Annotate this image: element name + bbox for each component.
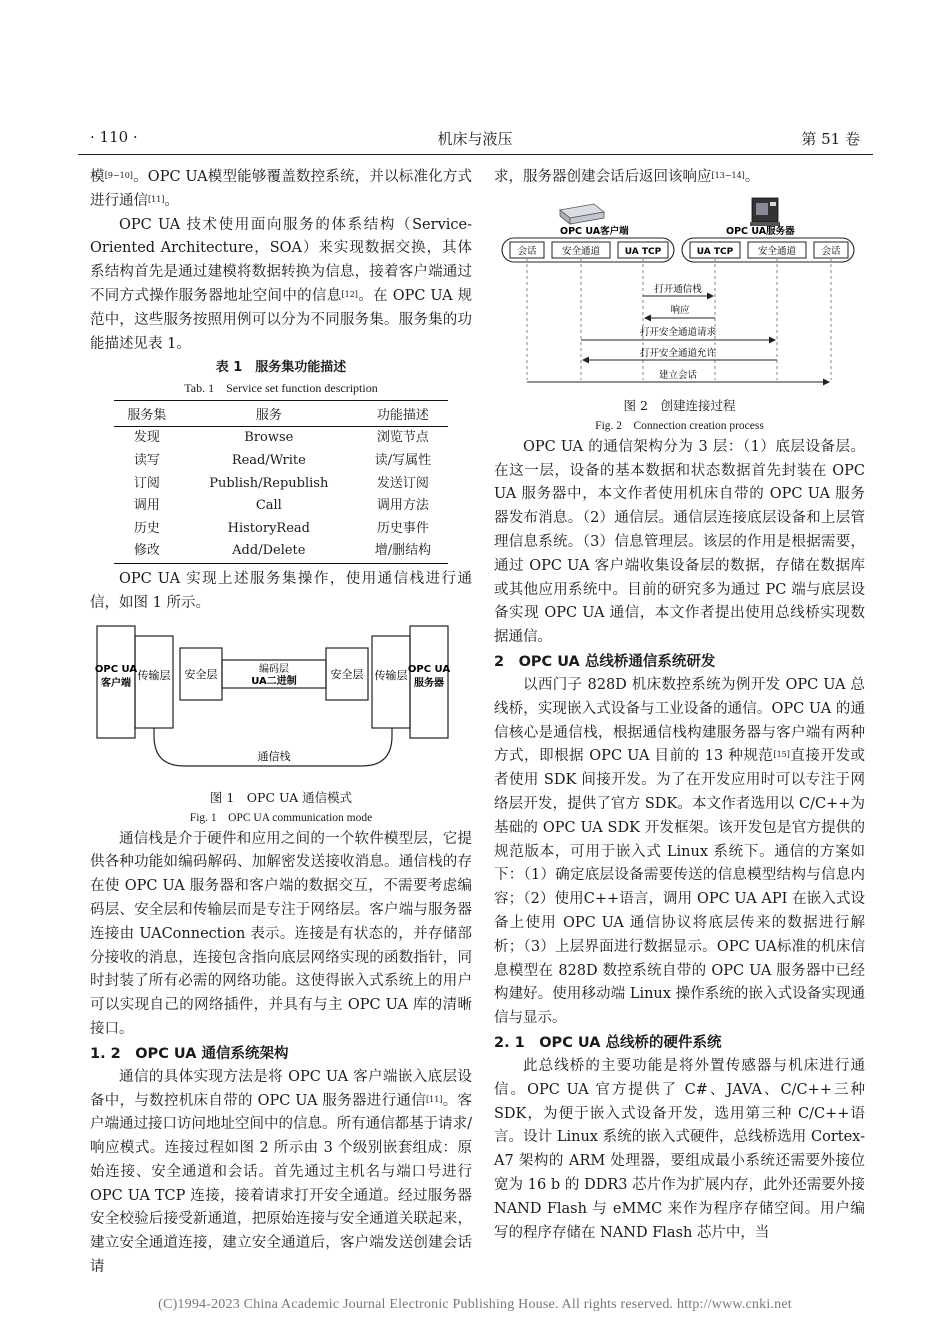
table-caption: 表 1 服务集功能描述 [215, 360, 347, 376]
figure-caption-en: Fig. 2 Connection creation process [595, 419, 764, 432]
service-table [114, 400, 448, 564]
table-cell: 读写 [133, 452, 160, 468]
fig1-server-label: 服务器 [414, 677, 444, 689]
table-cell: 读/写属性 [374, 452, 432, 468]
page-number: · 110 · [90, 128, 138, 146]
table-cell: Publish/Republish [209, 475, 329, 491]
paragraph: OPC UA 技术使用面向服务的体系结构（Service-Oriented Architecture，SOA）来实现数据交换，其体系结构首先是通过建模将数据转换为信息，接着客户端通过不同方式操作服务器地址空间中的信息[12]。在 OPC UA 规范中，这些服务按照用例可以分为不同服务集。服务集的功能描述见表 1。 [90, 216, 472, 352]
paragraph: 通信栈是介于硬件和应用之间的一个软件模型层，它提供各种功能如编码解码、加解密发送接收消息。通信栈的存在使 OPC UA 服务器和客户端的数据交互，不需要考虑编码层、安全层和传输层而是专注于网络层。客户端与服务器连接由 UAConnection 表示。连接是有状态的，并存储部分接收的消息，连接包含指向底层网络实现的函数指针，同时封装了所有必需的网络功能。这使得嵌入式系统上的用户可以实现自己的网络插件，并具有与主 OPC UA 库的清晰接口。 [90, 830, 472, 1037]
fig1-client-label: OPC UA [94, 663, 138, 675]
table-header-row [114, 401, 448, 427]
table-caption-en: Tab. 1 Service set function description [184, 381, 378, 396]
table-header: 服务 [180, 401, 358, 427]
fig2-message-label: 建立会话 [658, 369, 698, 381]
table-row [114, 450, 448, 473]
left-column [90, 166, 472, 1280]
table-cell: 历史 [133, 520, 160, 536]
table-cell: Read/Write [231, 452, 306, 468]
client-device-icon [560, 204, 604, 224]
table-cell: 浏览节点 [376, 430, 429, 446]
cnc-machine-icon [750, 198, 780, 226]
fig2-diagram [498, 194, 858, 394]
fig2-session-label: 会话 [821, 245, 841, 257]
header-rule [78, 154, 873, 155]
fig1-transport-right [372, 636, 410, 728]
journal-title: 机床与液压 [437, 130, 513, 148]
fig2-uatcp-label: UA TCP [696, 246, 734, 257]
table-cell: 发送订阅 [376, 475, 429, 491]
fig2-message-label: 打开安全通道请求 [639, 326, 717, 338]
table-cell: 调用方法 [376, 498, 429, 514]
fig2-message-label: 响应 [670, 304, 690, 316]
paragraph: OPC UA 的通信架构分为 3 层：（1）底层设备层。在这一层，设备的基本数据和状态数据首先封装在 OPC UA 服务器中，本文作者使用机床自带的 OPC UA 服务器发布消息。（2）通信层。通信层连接底层设备和上层管理信息系统。（3）信息管理层。该层的作用是根据需要，通过 OPC UA 客户端收集设备层的数据，存储在数据库或其他应用系统中。目前的研究多为通过 PC 端与底层设备实现 OPC UA 通信，本文作者提出使用总线桥实现数据通信。 [494, 438, 865, 646]
fig1-encoding-label: UA二进制 [251, 675, 297, 687]
table-header: 服务集 [114, 401, 180, 427]
paragraph: 以西门子 828D 机床数控系统为例开发 OPC UA 总线桥，实现嵌入式设备与工业设备的通信。OPC UA 的通信核心是通信栈，根据通信栈构建服务器与客户端有两种方式，即根据 OPC UA 目前的 13 种规范[15]直接开发或者使用 SDK 间接开发。为了在开发应用时可以专注于网络层开发，提供了官方 SDK。本文作者选用以 C/C++为基础的 OPC UA SDK 开发框架。该开发包是官方提供的规范版本，可用于嵌入式 Linux 系统下。通信的方案如下：（1）确定底层设备需要传送的信息模型结构与信息内容；（2）使用C++语言，调用 OPC UA API 在嵌入式设备上使用 OPC UA 通信协议将底层传来的数据进行解析；（3）上层界面进行数据显示。OPC UA标准的机床信息模型在 828D 数控系统自带的 OPC UA 服务器中已经构建好。使用移动端 Linux 操作系统的嵌入式设备实现通信与显示。 [494, 676, 866, 1027]
fig2-message-label: 打开通信栈 [654, 283, 702, 295]
table-cell: HistoryRead [227, 520, 310, 536]
fig1-security-label: 安全层 [330, 667, 364, 681]
fig1-stack-label: 通信栈 [257, 749, 291, 763]
table-cell: Browse [244, 430, 294, 446]
right-column [494, 166, 865, 1245]
fig2-uatcp-label: UA TCP [624, 246, 662, 257]
paragraph: OPC UA 实现上述服务集操作，使用通信栈进行通信，如图 1 所示。 [90, 570, 472, 611]
table-row [114, 540, 448, 563]
paragraph: 求，服务器创建会话后返回该响应[13−14]。 [494, 169, 760, 185]
table-row [114, 518, 448, 541]
copyright-footer: (C)1994-2023 China Academic Journal Electronic Publishing House. All rights reserved. http://www.cnki.net [158, 1297, 792, 1312]
fig1-server-label: OPC UA [407, 663, 451, 675]
fig2-channel-label: 安全通道 [561, 245, 601, 257]
table-cell: Add/Delete [180, 540, 358, 563]
volume: 第 51 卷 [801, 130, 860, 148]
table-cell: 修改 [114, 540, 180, 563]
paragraph: 模[9−10]。OPC UA模型能够覆盖数控系统，并以标准化方式进行通信[11]。 [90, 169, 473, 209]
fig2-channel-label: 安全通道 [757, 245, 797, 257]
fig1-diagram [92, 624, 462, 782]
table-cell: 发现 [133, 430, 160, 446]
table-cell: 增/删结构 [358, 540, 448, 563]
fig2-server-title: OPC UA服务器 [726, 225, 795, 237]
fig2-message-label: 打开安全通道允许 [639, 347, 717, 359]
table-header: 功能描述 [358, 401, 448, 427]
paragraph: 此总线桥的主要功能是将外置传感器与机床进行通信。OPC UA 官方提供了 C#、JAVA、C/C++三种 SDK，为便于嵌入式设备开发，选用第三种 C/C++语言。设计 Linux 系统的嵌入式硬件，总线桥选用 Cortex-A7 架构的 ARM 处理器，要组成最小系统还需要外接位宽为 16 b 的 DDR3 芯片作为扩展内存，此外还需要外接 NAND Flash 与 eMMC 来作为程序存储空间。用户编写的程序存储在 NAND Flash 芯片中，当 [494, 1057, 865, 1241]
fig1-transport-label: 传输层 [374, 668, 408, 682]
fig1-security-label: 安全层 [184, 667, 218, 681]
fig2-session-label: 会话 [517, 245, 537, 257]
table-row [114, 495, 448, 518]
section-heading: 1. 2 OPC UA 通信系统架构 [90, 1045, 289, 1062]
table-cell: 订阅 [133, 475, 160, 491]
figure-caption-en: Fig. 1 OPC UA communication mode [189, 811, 373, 824]
table-cell: 调用 [133, 498, 160, 514]
figure-1 [90, 624, 472, 828]
paragraph: 通信的具体实现方法是将 OPC UA 客户端嵌入底层设备中，与数控机床自带的 OPC UA 服务器进行通信[11]。客户端通过接口访问地址空间中的信息。所有通信都基于请求/响应模式。连接过程如图 2 所示由 3 个级别嵌套组成：原始连接、安全通道和会话。首先通过主机名与端口号进行 OPC UA TCP 连接，接着请求打开安全通道。经过服务器安全校验后接受新通道，把原始连接与安全通道关联起来，建立安全通道连接，建立安全通道后，客户端发送创建会话请 [90, 1068, 473, 1276]
table-cell: 历史事件 [376, 520, 429, 536]
figure-caption: 图 1 OPC UA 通信模式 [209, 789, 353, 805]
section-heading: 2 OPC UA 总线桥通信系统研发 [494, 653, 716, 670]
figure-caption: 图 2 创建连接过程 [623, 397, 736, 413]
table-row [114, 473, 448, 496]
fig1-transport-label: 传输层 [137, 668, 171, 682]
fig1-client-label: 客户端 [101, 677, 131, 689]
fig1-encoding-label: 编码层 [259, 663, 289, 675]
subsection-heading: 2. 1 OPC UA 总线桥的硬件系统 [494, 1034, 722, 1051]
table-cell: Call [255, 498, 282, 514]
fig2-client-title: OPC UA客户端 [560, 225, 629, 237]
figure-2 [494, 194, 865, 436]
table-row [114, 427, 448, 450]
fig1-transport-left [135, 636, 173, 728]
